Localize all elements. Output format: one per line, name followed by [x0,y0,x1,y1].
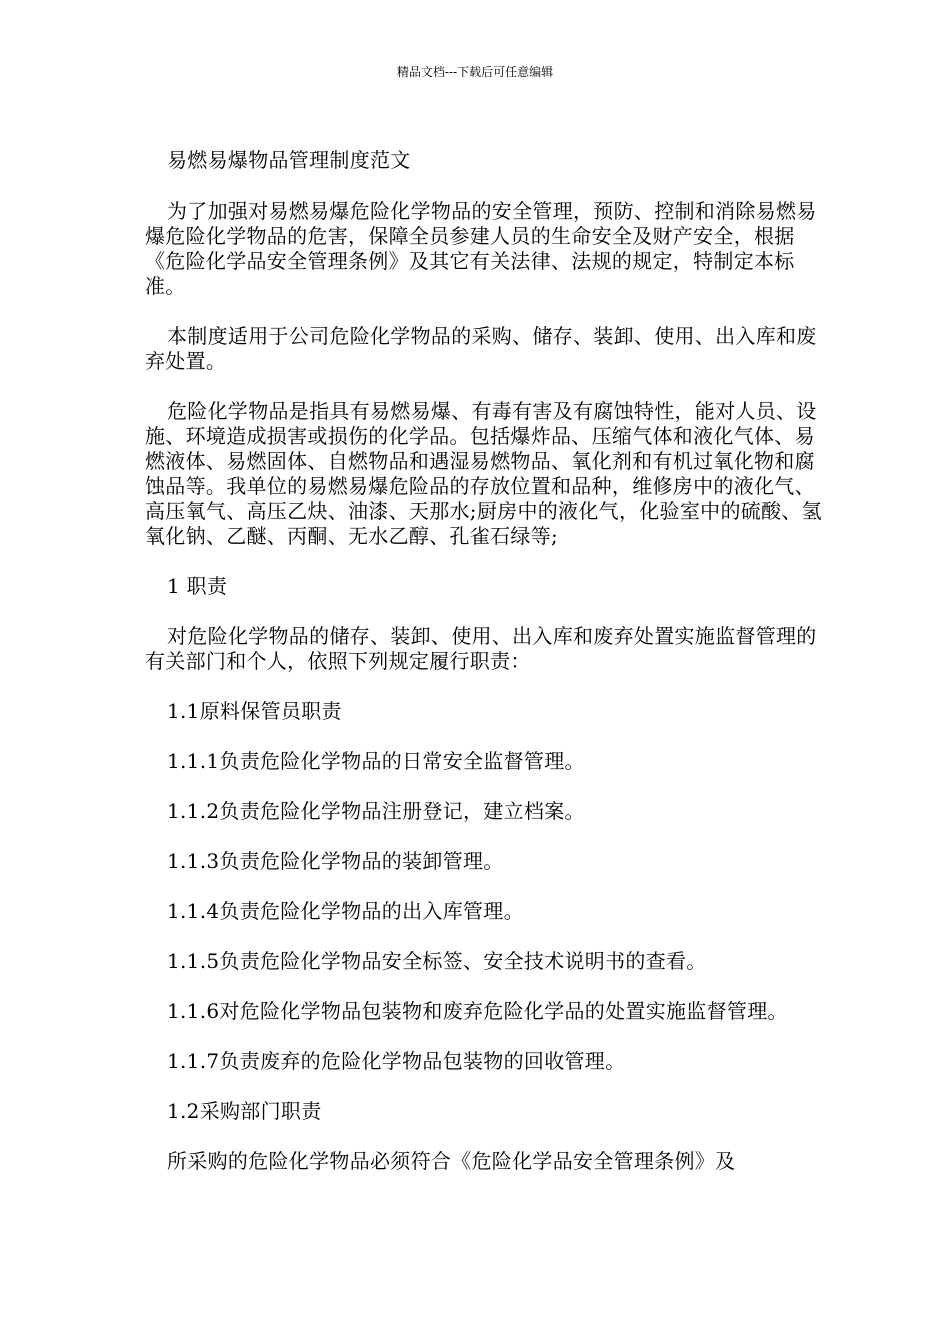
paragraph-scope: 本制度适用于公司危险化学物品的采购、储存、装卸、使用、出入库和废弃处置。 [145,324,817,373]
paragraph-intro: 为了加强对易燃易爆危险化学物品的安全管理，预防、控制和消除易燃易爆危险化学物品的危害，保障全员参建人员的生命安全及财产安全，根据《危险化学品安全管理条例》及其它有关法律、法规的规定，特制定本标准。 [145,199,817,298]
paragraph-responsibilities: 对危险化学物品的储存、装卸、使用、出入库和废弃处置实施监督管理的有关部门和个人，依照下列规定履行职责： [145,624,817,673]
list-item-1-1-4: 1.1.4负责危险化学物品的出入库管理。 [167,899,524,923]
document-title: 易燃易爆物品管理制度范文 [167,148,411,172]
subsection-heading-keeper: 1.1原料保管员职责 [167,699,342,723]
list-item-1-1-3: 1.1.3负责危险化学物品的装卸管理。 [167,849,504,873]
list-item-1-1-1: 1.1.1负责危险化学物品的日常安全监督管理。 [167,749,585,773]
list-item-1-1-6: 1.1.6对危险化学物品包装物和废弃危险化学品的处置实施监督管理。 [167,999,788,1023]
section-heading-responsibilities: 1 职责 [167,574,228,598]
paragraph-definition: 危险化学物品是指具有易燃易爆、有毒有害及有腐蚀特性，能对人员、设施、环境造成损害或损伤的化学品。包括爆炸品、压缩气体和液化气体、易燃液体、易燃固体、自燃物品和遇湿易燃物品、氧化剂和有机过氧化物和腐蚀品等。我单位的易燃易爆危险品的存放位置和品种，维修房中的液化气、高压氧气、高压乙炔、油漆、天那水;厨房中的液化气，化验室中的硫酸、氢氧化钠、乙醚、丙酮、无水乙醇、孔雀石绿等; [145,399,822,548]
list-item-1-1-2: 1.1.2负责危险化学物品注册登记，建立档案。 [167,799,585,823]
subsection-heading-procurement: 1.2采购部门职责 [167,1099,322,1123]
list-item-1-1-7: 1.1.7负责废弃的危险化学物品包装物的回收管理。 [167,1049,626,1073]
list-item-1-1-5: 1.1.5负责危险化学物品安全标签、安全技术说明书的查看。 [167,949,707,973]
paragraph-procurement: 所采购的危险化学物品必须符合《危险化学品安全管理条例》及 [167,1149,736,1173]
document-body [145,148,825,1199]
page-header: 精品文档---下载后可任意编辑 [396,65,554,79]
